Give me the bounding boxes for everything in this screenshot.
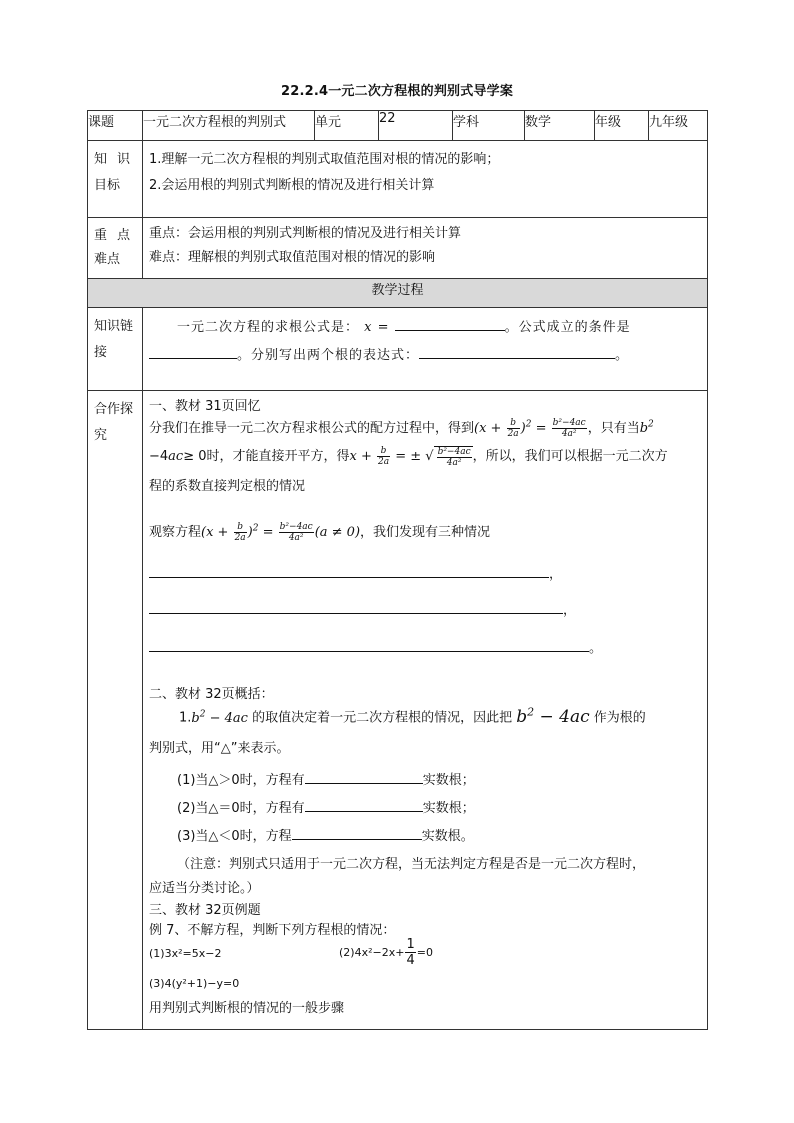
case-line-2 xyxy=(149,599,576,618)
keys-row xyxy=(88,218,708,279)
goal-item: 2.会运用根的判别式判断根的情况及进行相关计算 xyxy=(149,178,435,193)
ac-symbol: ac xyxy=(168,449,184,464)
goals-row xyxy=(88,141,708,218)
blank-condition[interactable] xyxy=(149,344,237,359)
blank-case-2[interactable] xyxy=(149,599,563,614)
case-line-1 xyxy=(149,563,562,582)
document-title: 22.2.4一元二次方程根的判别式导学案 xyxy=(280,84,514,99)
link-var-x: x = xyxy=(364,320,390,335)
s2-line-2: 判别式，用“△”来表示。 xyxy=(149,741,290,756)
formula-2: x + $\frac{b}{2a}$ = ± √ $\frac{\text{b²−4ac}}{\text{4a²}}$ xyxy=(349,446,471,468)
link-text-4: 。 xyxy=(615,348,630,363)
delta-zero-end: 实数根； xyxy=(422,801,475,816)
keys-label-a: 重点 xyxy=(94,228,141,243)
s1-text-a: 分我们在推导一元二次方程求根公式的配方过程中，得到 xyxy=(149,421,475,436)
s3-title: 三、教材 32页例题 xyxy=(149,903,261,918)
s1-text-d: ≥ 0时，才能直接开平方，得 xyxy=(183,449,350,464)
link-line-2 xyxy=(149,342,707,370)
blank-formula[interactable] xyxy=(395,316,505,331)
link-text-1: 一元二次方程的求根公式是： xyxy=(177,320,360,335)
label-grade: 年级 xyxy=(595,111,649,141)
s2-text-b: 的取值决定着一元二次方程根的情况，因此把 xyxy=(252,710,513,726)
link-content xyxy=(143,308,707,370)
coop-row xyxy=(88,391,708,1030)
case-2-punct: ， xyxy=(563,603,577,618)
process-header-row xyxy=(88,279,708,308)
case-delta-positive xyxy=(177,769,475,788)
s1-title: 一、教材 31页回忆 xyxy=(149,399,261,414)
s2-title: 二、教材 32页概括： xyxy=(149,687,274,702)
example-1: (1)3x²=5x−2 xyxy=(149,947,222,960)
delta-negative-end: 实数根。 xyxy=(421,829,474,844)
value-grade: 九年级 xyxy=(649,111,708,141)
s2-text-a: 1. xyxy=(179,710,192,726)
formula-1: (x + $\frac{b}{2a}$ )$^2$ = $\frac{\text{b²−4ac}}{\text{4a²}}$ xyxy=(474,418,586,439)
label-topic: 课题 xyxy=(88,111,143,141)
formula-3: (x + $\frac{b}{2a}$ )$^2$ = $\frac{\text{b²−4ac}}{\text{4a²}}$ (a ≠ 0) xyxy=(201,522,361,543)
s1-text-b: ，只有当 xyxy=(587,421,640,436)
link-row xyxy=(88,308,708,391)
delta-zero-text: (2)当△＝0时，方程有 xyxy=(177,801,305,816)
header-row xyxy=(88,111,708,141)
example-title: 例 7、不解方程，判断下列方程根的情况： xyxy=(149,923,396,938)
note-line-2: 应适当分类讨论。） xyxy=(149,881,260,896)
coop-content xyxy=(143,391,707,1027)
b2-symbol: $b^2$ xyxy=(639,419,654,436)
one-quarter: $\frac{1}{4}$ xyxy=(406,937,415,968)
example-2-b: =0 xyxy=(416,946,433,959)
goals-label xyxy=(88,141,142,199)
keys-content xyxy=(143,218,707,270)
label-unit: 单元 xyxy=(315,111,379,141)
blank-case-1[interactable] xyxy=(149,563,549,578)
blank-case-3[interactable] xyxy=(149,637,589,652)
delta-positive-text: (1)当△＞0时，方程有 xyxy=(177,773,305,788)
case-1-punct: ， xyxy=(549,567,563,582)
goals-label-b: 目标 xyxy=(94,178,121,193)
case-3-punct: 。 xyxy=(589,641,603,656)
goals-content xyxy=(143,141,707,199)
observe-text-a: 观察方程 xyxy=(149,525,202,540)
keys-label xyxy=(88,218,142,272)
coop-label: 合作探究 xyxy=(94,402,134,443)
s1-line-3: 程的系数直接判定根的情况 xyxy=(149,479,306,494)
example-3: (3)4(y²+1)−y=0 xyxy=(149,977,240,990)
case-line-3 xyxy=(149,637,602,656)
goals-label-a: 知识 xyxy=(94,152,141,167)
b2-4ac-large: $b^2 - 4ac$ xyxy=(516,705,590,727)
blank-delta-positive[interactable] xyxy=(305,769,423,784)
link-text-2: 。公式成立的条件是 xyxy=(504,320,631,335)
blank-roots[interactable] xyxy=(419,344,615,359)
value-subject: 数学 xyxy=(525,111,595,141)
delta-negative-text: (3)当△＜0时，方程 xyxy=(177,829,292,844)
s1-line-1 xyxy=(149,417,654,439)
observe-line xyxy=(149,521,490,543)
final-line: 用判别式判断根的情况的一般步骤 xyxy=(149,1001,345,1016)
label-subject: 学科 xyxy=(453,111,525,141)
case-delta-negative xyxy=(177,825,474,844)
s1-line-2: −4ac≥ 0时，才能直接开平方，得x + $\frac{b}{2a}$ = ± √ $\frac{\text{b²−4ac}}{\text{4a²}}$ ，所以，我们可以根据一元二次方 xyxy=(149,446,668,468)
blank-delta-zero[interactable] xyxy=(305,797,423,812)
example-2 xyxy=(339,937,433,968)
lesson-plan-table xyxy=(87,110,708,1030)
value-topic: 一元二次方程根的判别式 xyxy=(143,111,315,141)
example-2-a: (2)4x²−2x+ xyxy=(339,946,405,959)
key-point: 重点：会运用根的判别式判断根的情况及进行相关计算 xyxy=(149,226,462,241)
delta-positive-end: 实数根； xyxy=(422,773,475,788)
keys-label-b: 难点 xyxy=(94,252,121,267)
s1-text-e: 所以，我们可以根据一元二次方 xyxy=(485,449,668,464)
b2-4ac-small: $b^2 - 4ac$ xyxy=(191,709,248,726)
link-line-1 xyxy=(177,314,707,342)
link-label: 知识链接 xyxy=(94,319,134,360)
case-delta-zero xyxy=(177,797,475,816)
blank-delta-negative[interactable] xyxy=(292,825,422,840)
s2-text-c: 作为根的 xyxy=(593,710,646,726)
difficulty-point: 难点：理解根的判别式取值范围对根的情况的影响 xyxy=(149,250,436,265)
link-text-3: 。分别写出两个根的表达式： xyxy=(237,348,420,363)
process-title: 教学过程 xyxy=(88,279,708,308)
note-line-1: （注意：判别式只适用于一元二次方程，当无法判定方程是否是一元二次方程时， xyxy=(177,857,646,872)
goal-item: 1.理解一元二次方程根的判别式取值范围对根的情况的影响； xyxy=(149,152,500,167)
s1-text-c: −4 xyxy=(149,449,169,464)
observe-text-b: ，我们发现有三种情况 xyxy=(360,525,491,540)
value-unit: 22 xyxy=(379,111,453,141)
s2-line-1 xyxy=(179,705,646,727)
